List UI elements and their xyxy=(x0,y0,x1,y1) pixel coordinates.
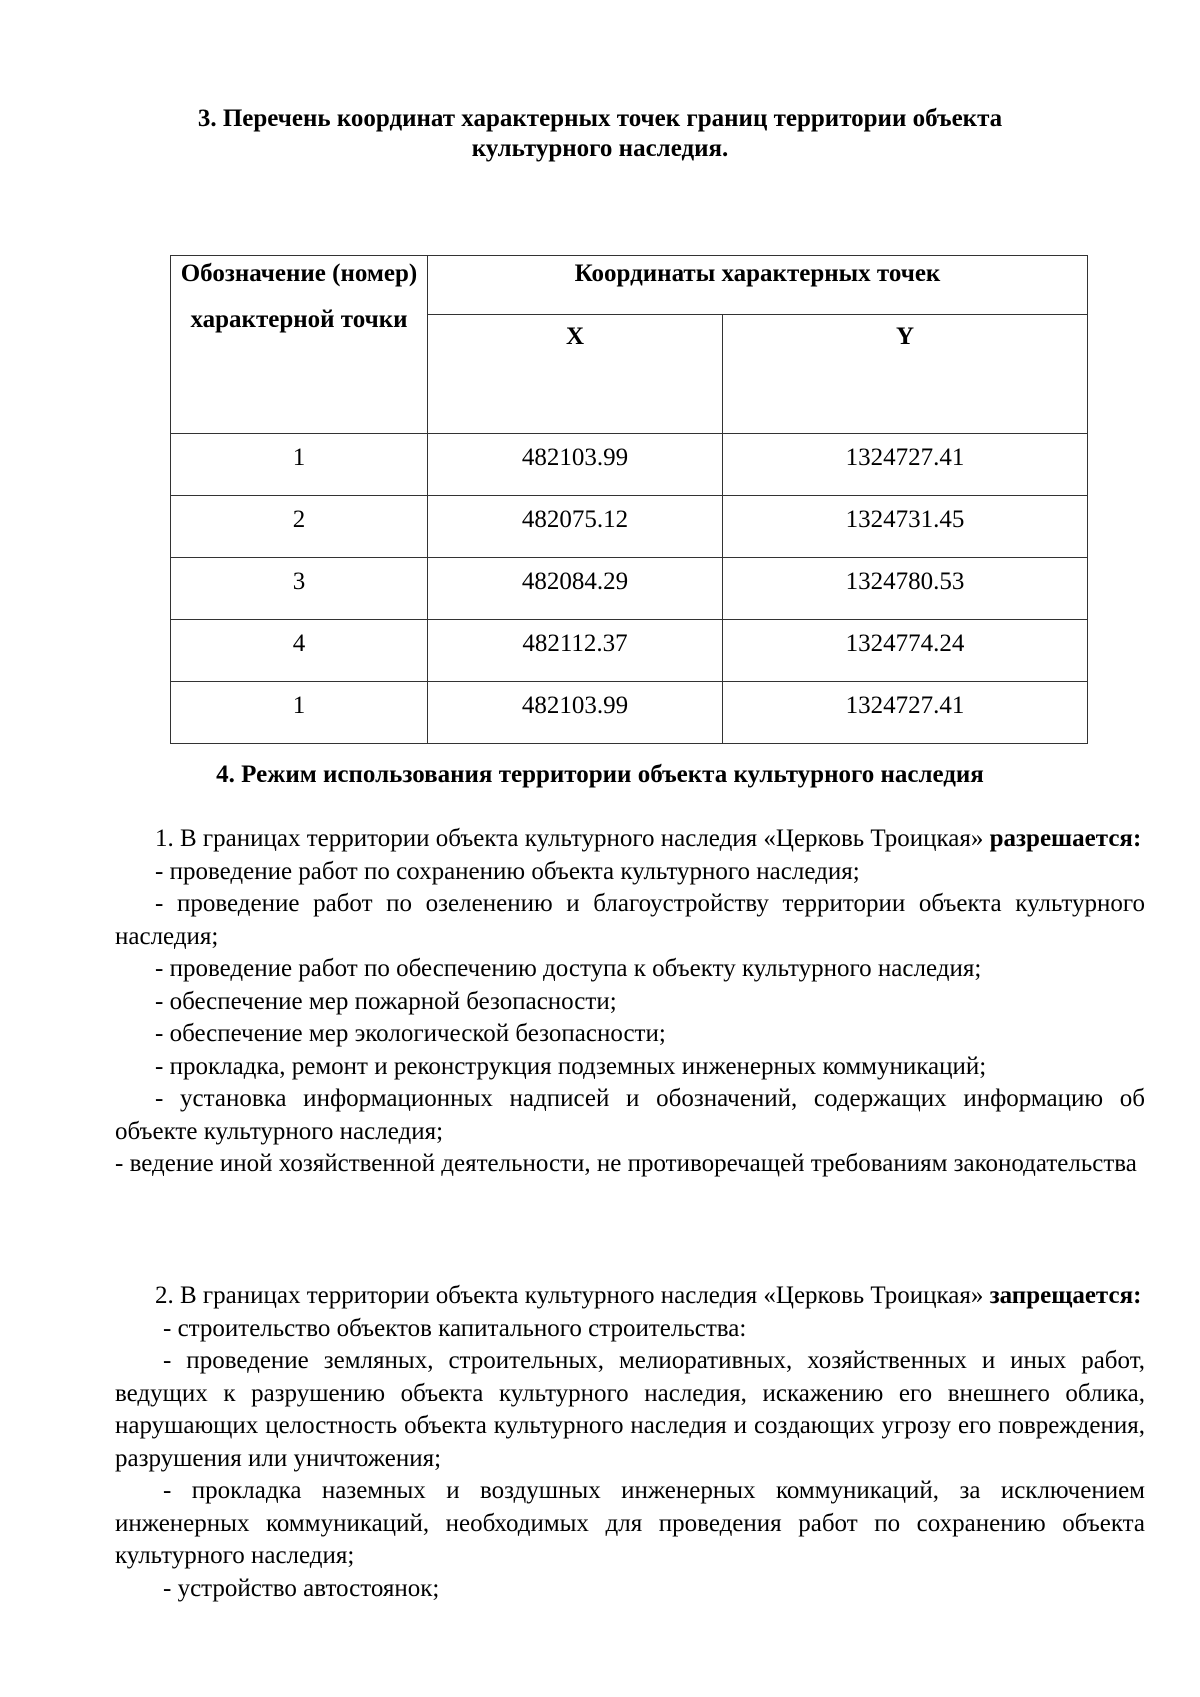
section-3-heading xyxy=(150,104,1050,164)
list-item: - обеспечение мер пожарной безопасности; xyxy=(155,987,617,1015)
table-row xyxy=(171,558,1088,620)
cell-point-number: 2 xyxy=(171,496,428,558)
list-item: - проведение земляных, строительных, мелиоративных, хозяйственных и иных работ, ведущих к разрушению объекта культурного наследия, искажению его внешнего облика, нарушающих целостность объекта культурного наследия и создающих угрозу его повреждения, разрушения или уничтожения; xyxy=(115,1347,1145,1472)
list-item: - проведение работ по озеленению и благоустройству территории объекта культурного наследия; xyxy=(115,890,1145,950)
list-item: - прокладка, ремонт и реконструкция подземных инженерных коммуникаций; xyxy=(155,1052,987,1080)
header-point-number-line-2: характерной точки xyxy=(190,306,408,333)
prohibited-section xyxy=(115,1280,1145,1605)
table-row xyxy=(171,496,1088,558)
cell-x: 482103.99 xyxy=(428,434,723,496)
cell-x: 482084.29 xyxy=(428,558,723,620)
coordinates-table xyxy=(170,255,1088,744)
section-3-title-line-1: 3. Перечень координат характерных точек границ территории объекта xyxy=(197,105,1003,132)
cell-y: 1324727.41 xyxy=(723,434,1088,496)
list-item: - прокладка наземных и воздушных инженерных коммуникаций, за исключением инженерных коммуникаций, необходимых для проведения работ по сохранению объекта культурного наследия; xyxy=(115,1477,1145,1569)
cell-x: 482075.12 xyxy=(428,496,723,558)
allowed-keyword: разрешается: xyxy=(989,825,1142,852)
header-coordinates: Координаты характерных точек xyxy=(428,256,1088,315)
header-point-number xyxy=(171,256,428,434)
prohibited-keyword: запрещается: xyxy=(989,1282,1142,1309)
cell-point-number: 1 xyxy=(171,682,428,744)
header-x: X xyxy=(428,315,723,434)
list-item: - устройство автостоянок; xyxy=(163,1574,440,1602)
allowed-intro-text: 1. В границах территории объекта культурного наследия «Церковь Троицкая» xyxy=(155,825,984,852)
allowed-intro xyxy=(115,823,1145,856)
cell-y: 1324727.41 xyxy=(723,682,1088,744)
prohibited-intro-text: 2. В границах территории объекта культурного наследия «Церковь Троицкая» xyxy=(155,1282,984,1309)
cell-point-number: 3 xyxy=(171,558,428,620)
section-4-heading: 4. Режим использования территории объекта культурного наследия xyxy=(216,761,984,788)
list-item: - обеспечение мер экологической безопасности; xyxy=(155,1020,666,1047)
table-header-row xyxy=(171,256,1088,315)
cell-x: 482103.99 xyxy=(428,682,723,744)
list-item: - строительство объектов капитального строительства: xyxy=(163,1314,747,1342)
allowed-section xyxy=(115,823,1145,1181)
list-item: - проведение работ по сохранению объекта культурного наследия; xyxy=(155,857,860,885)
table-row xyxy=(171,434,1088,496)
cell-y: 1324731.45 xyxy=(723,496,1088,558)
prohibited-intro xyxy=(115,1280,1145,1313)
cell-point-number: 4 xyxy=(171,620,428,682)
table-row xyxy=(171,682,1088,744)
header-y: Y xyxy=(723,315,1088,434)
cell-point-number: 1 xyxy=(171,434,428,496)
list-item: - установка информационных надписей и обозначений, содержащих информацию об объекте культурного наследия; xyxy=(115,1085,1145,1145)
header-point-number-line-1: Обозначение (номер) xyxy=(180,260,418,287)
cell-y: 1324780.53 xyxy=(723,558,1088,620)
cell-y: 1324774.24 xyxy=(723,620,1088,682)
section-3-title-line-2: культурного наследия. xyxy=(471,135,729,162)
table-row xyxy=(171,620,1088,682)
list-item: - ведение иной хозяйственной деятельности, не противоречащей требованиям законодательства xyxy=(115,1150,1137,1177)
cell-x: 482112.37 xyxy=(428,620,723,682)
list-item: - проведение работ по обеспечению доступа к объекту культурного наследия; xyxy=(155,955,982,982)
